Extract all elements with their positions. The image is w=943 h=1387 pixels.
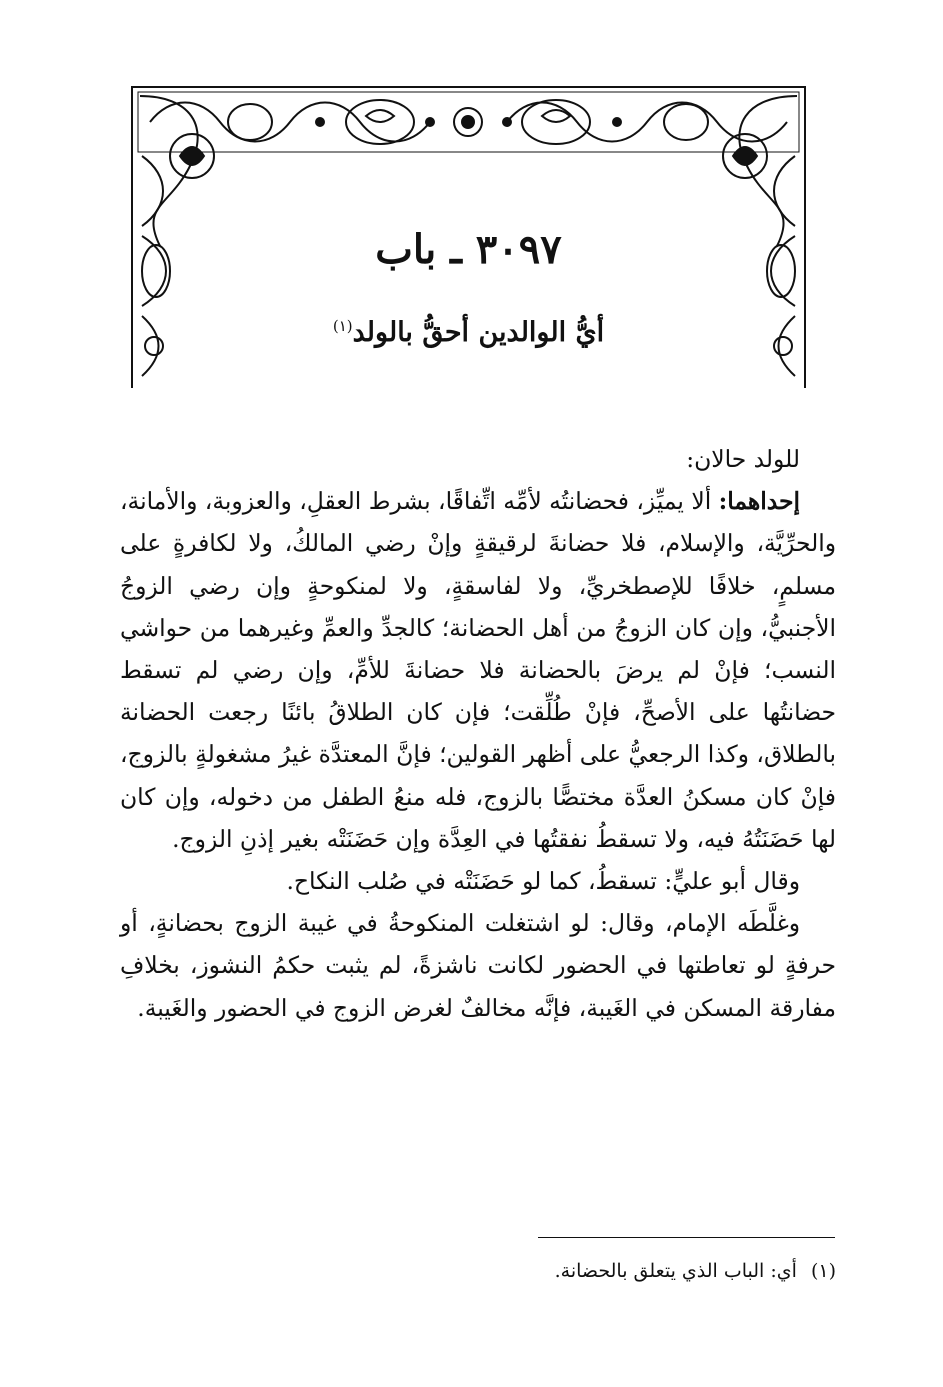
- paragraph-abu-ali: وقال أبو عليٍّ: تسقطُ، كما لو حَضَنَتْه في صُلب النكاح.: [286, 867, 800, 896]
- paragraph-first-case: [120, 480, 836, 860]
- footnote-divider: [538, 1237, 835, 1238]
- chapter-subtitle-text: أيُّ الوالدين أحقُّ بالولد: [352, 317, 605, 348]
- footnote-reference: (١): [332, 317, 353, 335]
- paragraph-imam: وغلَّطَه الإمام، وقال: لو اشتغلت المنكوحةُ في غيبة الزوج بحضانةٍ، أو حرفةٍ لو تعاطتها في الحضور لكانت ناشزةً، لم يثبت حكمُ النشوز، بخلافِ مفارقة المسكن في الغَيبة، فإنَّه مخالفٌ لغرض الزوج في الحضور والغَيبة.: [120, 909, 836, 1022]
- paragraph-first-case-text: ألا يميِّز، فحضانتُه لأمِّه اتِّفاقًا، بشرط العقلِ، والعزوبة، والأمانة، والحرِّيَّة، والإسلام، فلا حضانةَ لرقيقةٍ وإنْ رضي المالكُ، ولا لكافرةٍ على مسلمٍ، خلافًا للإصطخريِّ، ولا لفاسقةٍ، ولا لمنكوحةٍ وإن رضي الزوجُ الأجنبيُّ، وإن كان الزوجُ من أهل الحضانة؛ كالجدِّ والعمِّ وغيرهما من حواشي النسب؛ فإنْ لم يرضَ بالحضانة فلا حضانةَ للأمِّ، وإن رضي لم تسقط حضانتُها على الأصحِّ، فإنْ طُلِّقت؛ فإن كان الطلاقُ بائنًا رجعت الحضانة بالطلاق، وكذا الرجعيُّ على أظهر القولين؛ فإنَّ المعتدَّة غيرُ مشغولةٍ بالزوج، فإنْ كان مسكنُ العدَّة مختصًّا بالزوج، فله منعُ الطفل من دخوله، وإن كان لها حَضَنَتُهُ فيه، ولا تسقطُ نفقتُها في العِدَّة وإن حَضَنَتْه بغير إذنِ الزوج.: [119, 487, 836, 853]
- footnote-text: أي: الباب الذي يتعلق بالحضانة.: [554, 1260, 797, 1282]
- intro-line: للولد حالان:: [686, 445, 800, 473]
- body-text: [120, 438, 836, 1029]
- footnote: [120, 1254, 836, 1288]
- chapter-subtitle: [130, 304, 807, 355]
- chapter-title: ٣٠٩٧ ـ باب: [375, 226, 562, 273]
- paragraph-lead: إحداهما:: [718, 487, 800, 516]
- footnote-number: (١): [810, 1260, 836, 1282]
